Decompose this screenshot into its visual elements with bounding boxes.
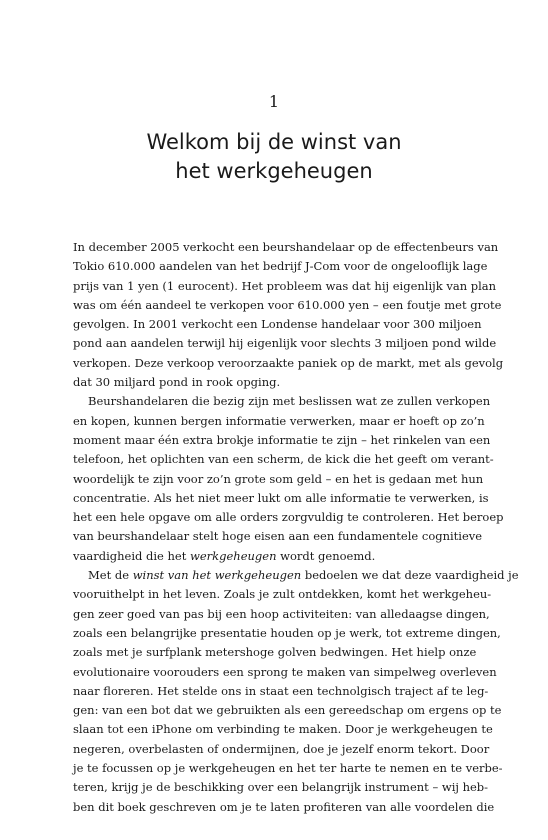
text-run: was om één aandeel te verkopen voor 610.000 yen – een foutje met grote bbox=[73, 297, 502, 312]
body-text bbox=[73, 238, 519, 817]
text-line bbox=[73, 682, 489, 701]
text-line bbox=[73, 392, 491, 411]
text-line bbox=[73, 315, 482, 334]
text-line bbox=[73, 334, 497, 353]
text-line bbox=[73, 238, 499, 257]
text-run: vaardigheid die het bbox=[73, 548, 191, 563]
text-line bbox=[73, 759, 503, 778]
text-run: het een hele opgave om alle orders zorgvuldig te controleren. Het beroep bbox=[73, 510, 504, 525]
text-line bbox=[73, 566, 519, 585]
text-run: en kopen, kunnen bergen informatie verwerken, maar er hoeft op zo’n bbox=[73, 413, 485, 428]
text-line bbox=[73, 489, 489, 508]
paragraph bbox=[73, 566, 519, 817]
text-run: In december 2005 verkocht een beurshandelaar op de effectenbeurs van bbox=[73, 240, 499, 254]
text-line bbox=[73, 450, 494, 469]
italic-term: winst van het werkgeheugen bbox=[132, 568, 302, 583]
text-line bbox=[73, 547, 475, 566]
paragraph bbox=[73, 238, 504, 392]
text-line bbox=[73, 508, 504, 527]
text-run: pond aan aandelen terwijl hij eigenlijk voor slechts 3 miljoen pond wilde bbox=[73, 336, 497, 351]
italic-term: werkgeheugen bbox=[190, 548, 277, 563]
text-line bbox=[73, 720, 493, 739]
text-line bbox=[73, 257, 488, 276]
text-line bbox=[73, 431, 491, 450]
text-line bbox=[73, 527, 483, 546]
text-line bbox=[73, 373, 475, 392]
text-line bbox=[73, 470, 484, 489]
text-run: gen: van een bot dat we gebruikten als een gereedschap om ergens op te bbox=[73, 703, 502, 718]
text-run: wordt genoemd. bbox=[276, 548, 376, 563]
text-run: woordelijk te zijn voor zo’n grote som geld – en het is gedaan met hun bbox=[73, 471, 484, 486]
text-run: Tokio 610.000 aandelen van het bedrijf J-Com voor de ongelooflijk lage bbox=[73, 259, 488, 274]
text-line bbox=[73, 412, 485, 431]
text-run: ben dit boek geschreven om je te laten profiteren van alle voordelen die bbox=[73, 799, 495, 814]
text-line bbox=[73, 296, 502, 315]
text-line bbox=[73, 740, 490, 759]
text-run: teren, krijg je de beschikking over een belangrijk instrument – wij heb- bbox=[73, 780, 489, 795]
text-line bbox=[73, 624, 501, 643]
text-line bbox=[73, 663, 497, 682]
text-run: concentratie. Als het niet meer lukt om alle informatie te verwerken, is bbox=[73, 490, 489, 505]
text-line bbox=[73, 778, 489, 797]
text-line bbox=[73, 277, 497, 296]
text-line bbox=[73, 798, 495, 817]
text-run: telefoon, het oplichten van een scherm, de kick die het geeft om verant- bbox=[73, 452, 494, 467]
text-run: je te focussen op je werkgeheugen en het ter harte te nemen en te verbe- bbox=[73, 761, 503, 776]
text-line bbox=[73, 585, 492, 604]
paragraph bbox=[73, 392, 504, 566]
text-run: Met de bbox=[88, 568, 133, 583]
text-run: slaan tot een iPhone om verbinding te maken. Door je werkgeheugen te bbox=[73, 722, 493, 737]
text-run: verkopen. Deze verkoop veroorzaakte paniek op de markt, met als gevolg bbox=[73, 355, 504, 370]
chapter-title-line: Welkom bij de winst van bbox=[146, 130, 402, 155]
text-run: bedoelen we dat deze vaardigheid je bbox=[301, 568, 519, 583]
text-line bbox=[73, 701, 502, 720]
chapter-title bbox=[0, 128, 548, 186]
text-run: van beurshandelaar stelt hoge eisen aan een fundamentele cognitieve bbox=[73, 529, 483, 544]
text-run: zoals een belangrijke presentatie houden op je werk, tot extreme dingen, bbox=[73, 625, 501, 640]
text-run: dat 30 miljard pond in rook opging. bbox=[73, 375, 281, 390]
text-run: moment maar één extra brokje informatie te zijn – het rinkelen van een bbox=[73, 432, 491, 447]
text-line bbox=[73, 605, 490, 624]
chapter-number: 1 bbox=[268, 92, 280, 111]
text-run: naar floreren. Het stelde ons in staat een technolgisch traject af te leg- bbox=[73, 683, 489, 698]
text-line bbox=[73, 643, 475, 662]
text-run: vooruithelpt in het leven. Zoals je zult ontdekken, komt het werkgeheu- bbox=[73, 587, 492, 602]
chapter-title-line: het werkgeheugen bbox=[175, 159, 373, 184]
text-run: gevolgen. In 2001 verkocht een Londense handelaar voor 300 miljoen bbox=[73, 317, 482, 332]
text-run: evolutionaire voorouders een sprong te maken van simpelweg overleven bbox=[73, 664, 497, 679]
text-line bbox=[73, 354, 504, 373]
text-run: gen zeer goed van pas bij een hoop activiteiten: van alledaagse dingen, bbox=[73, 606, 490, 621]
text-run: prijs van 1 yen (1 eurocent). Het probleem was dat hij eigenlijk van plan bbox=[73, 278, 497, 293]
text-run: zoals met je surfplank metershoge golven bedwingen. Het hielp onze bbox=[73, 645, 477, 660]
text-run: Beurshandelaren die bezig zijn met beslissen wat ze zullen verkopen bbox=[88, 394, 491, 409]
text-run: negeren, overbelasten of ondermijnen, doe je jezelf enorm tekort. Door bbox=[73, 741, 490, 756]
